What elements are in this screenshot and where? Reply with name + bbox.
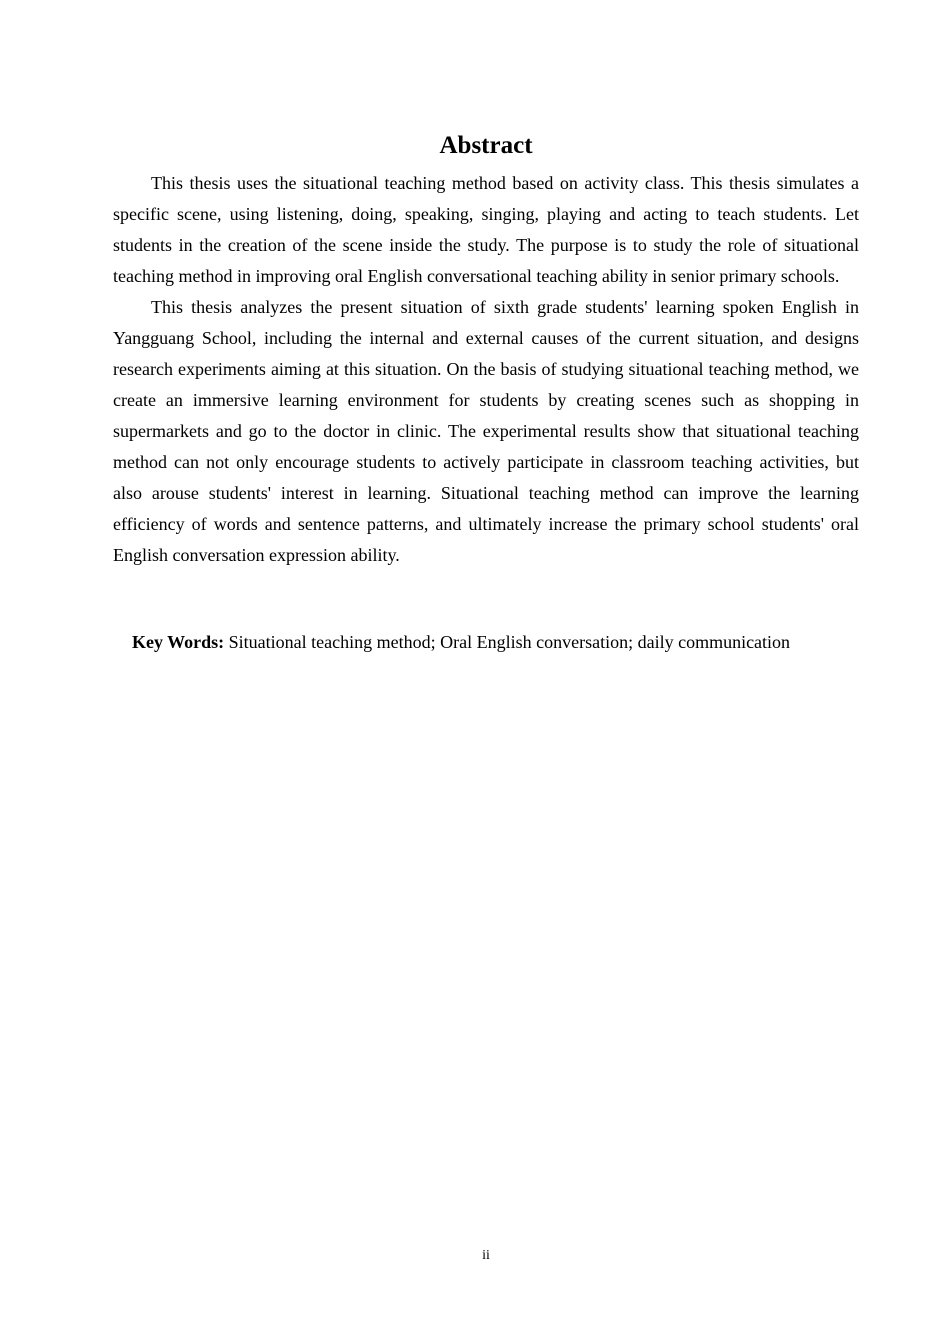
- keywords-line: [132, 627, 872, 658]
- keywords-label: Key Words:: [132, 632, 225, 652]
- abstract-paragraph-2: This thesis analyzes the present situation of sixth grade students' learning spoken English in Yangguang School, including the internal and external causes of the current situation, and designs research experiments aiming at this situation. On the basis of studying situational teaching method, we create an immersive learning environment for students by creating scenes such as shopping in supermarkets and go to the doctor in clinic. The experimental results show that situational teaching method can not only encourage students to actively participate in classroom teaching activities, but also arouse students' interest in learning. Situational teaching method can improve the learning efficiency of words and sentence patterns, and ultimately increase the primary school students' oral English conversation expression ability.: [113, 297, 859, 565]
- page-number: ii: [482, 1248, 490, 1263]
- abstract-paragraph-1: This thesis uses the situational teaching method based on activity class. This thesis simulates a specific scene, using listening, doing, speaking, singing, playing and acting to teach students. Let students in the creation of the scene inside the study. The purpose is to study the role of situational teaching method in improving oral English conversational teaching ability in senior primary schools.: [113, 173, 859, 286]
- abstract-title: Abstract: [439, 132, 533, 159]
- keywords-text: Situational teaching method; Oral English conversation; daily communication: [228, 632, 791, 652]
- abstract-body: [113, 168, 859, 571]
